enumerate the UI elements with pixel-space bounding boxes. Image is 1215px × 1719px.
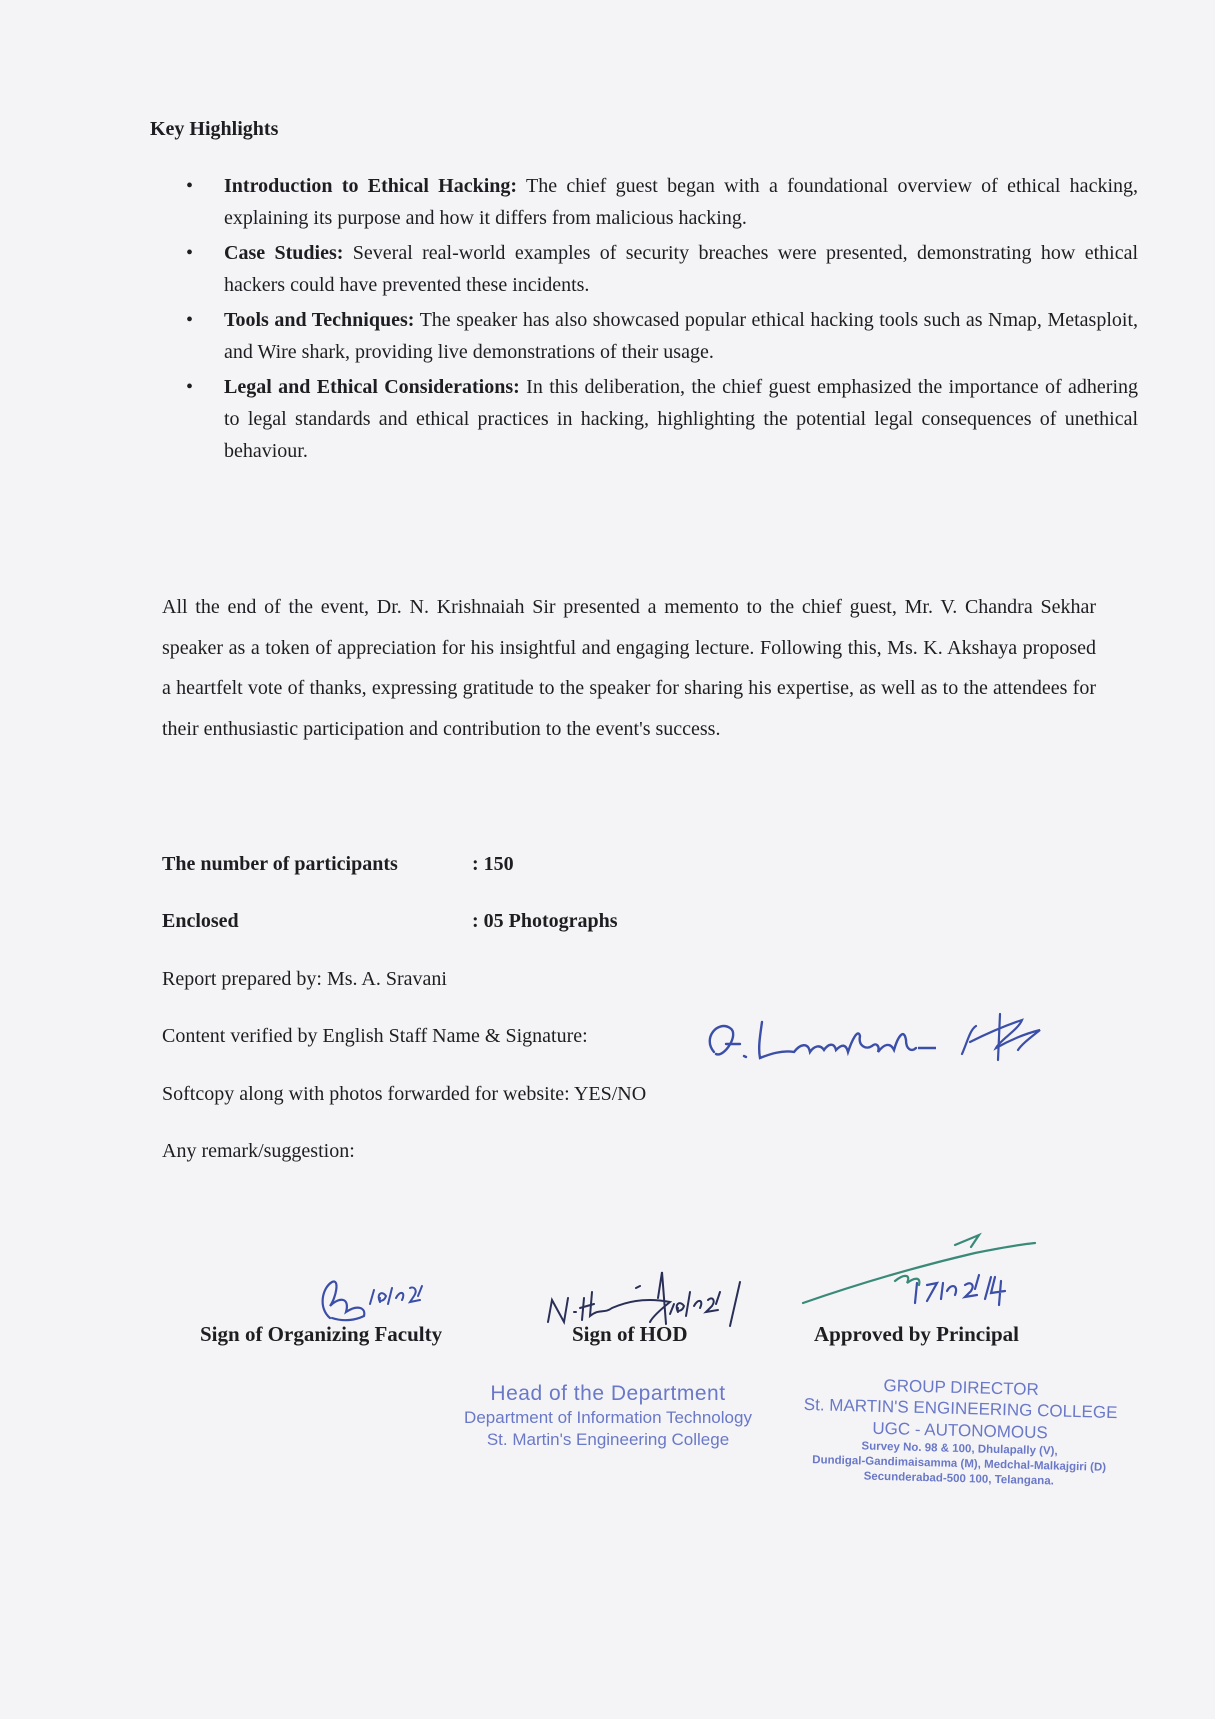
hod-stamp-line: Head of the Department	[490, 1382, 726, 1405]
remark-line: Any remark/suggestion:	[162, 1140, 355, 1162]
list-item	[224, 371, 1138, 467]
faculty-sign-label: Sign of Organizing Faculty	[200, 1322, 443, 1346]
principal-stamp-line: Secunderabad-500 100, Telangana.	[863, 1470, 1055, 1488]
english-staff-signature	[700, 1000, 1100, 1080]
participants-value: : 150	[472, 853, 514, 875]
participants-row	[162, 853, 514, 876]
enclosed-value: : 05 Photographs	[472, 910, 618, 932]
principal-sign-label: Approved by Principal	[814, 1322, 1019, 1346]
hod-sign-label: Sign of HOD	[572, 1322, 688, 1346]
hod-stamp	[428, 1381, 788, 1451]
principal-stamp-line: GROUP DIRECTOR	[883, 1375, 1040, 1400]
highlights-list	[182, 170, 1138, 470]
list-item	[224, 170, 1138, 234]
principal-stamp-line: Survey No. 98 & 100, Dhulapally (V),	[861, 1440, 1058, 1458]
softcopy-line: Softcopy along with photos forwarded for website: YES/NO	[162, 1083, 647, 1105]
principal-stamp-line: UGC - AUTONOMOUS	[872, 1418, 1048, 1443]
highlight-title: Tools and Techniques:	[224, 309, 415, 331]
enclosed-row	[162, 910, 618, 933]
highlight-text: The speaker has also showcased popular ethical hacking tools such as Nmap, Metasploit, and Wire shark, providing live demonstrations of their usage.	[224, 309, 1138, 363]
highlight-title: Legal and Ethical Considerations:	[224, 376, 520, 398]
highlight-text: Several real-world examples of security breaches were presented, demonstrating how ethical hackers could have prevented these incidents.	[224, 242, 1138, 296]
principal-stamp	[774, 1373, 1147, 1492]
closing-paragraph: All the end of the event, Dr. N. Krishnaiah Sir presented a memento to the chief guest, Mr. V. Chandra Sekhar speaker as a token of appreciation for his insightful and engaging lecture. Following this, Ms. K. Akshaya proposed a heartfelt vote of thanks, expressing gratitude to the speaker for sharing his expertise, as well as to the attendees for their enthusiastic participation and contribution to the event's success.	[162, 596, 1096, 740]
principal-signature	[795, 1225, 1055, 1315]
highlight-title: Case Studies:	[224, 242, 344, 264]
report-prepared-line: Report prepared by: Ms. A. Sravani	[162, 968, 447, 990]
principal-stamp-line: St. MARTIN'S ENGINEERING COLLEGE	[803, 1394, 1118, 1423]
highlight-text: The chief guest began with a foundational overview of ethical hacking, explaining its purpose and how it differs from malicious hacking.	[224, 175, 1138, 229]
hod-stamp-line: St. Martin's Engineering College	[486, 1430, 730, 1449]
list-item	[224, 304, 1138, 368]
highlight-text: In this deliberation, the chief guest emphasized the importance of adhering to legal standards and ethical practices in hacking, highlighting the potential legal consequences of unethical behaviour.	[224, 376, 1139, 462]
highlight-title: Introduction to Ethical Hacking:	[224, 175, 518, 197]
principal-stamp-line: Dundigal-Gandimaisamma (M), Medchal-Malkajgiri (D)	[812, 1454, 1107, 1474]
hod-stamp-line: Department of Information Technology	[464, 1408, 752, 1427]
list-item	[224, 237, 1138, 301]
content-verified-line: Content verified by English Staff Name & Signature:	[162, 1025, 588, 1047]
key-highlights-heading: Key Highlights	[150, 118, 279, 140]
participants-label: The number of participants	[162, 853, 398, 875]
enclosed-label: Enclosed	[162, 910, 239, 932]
